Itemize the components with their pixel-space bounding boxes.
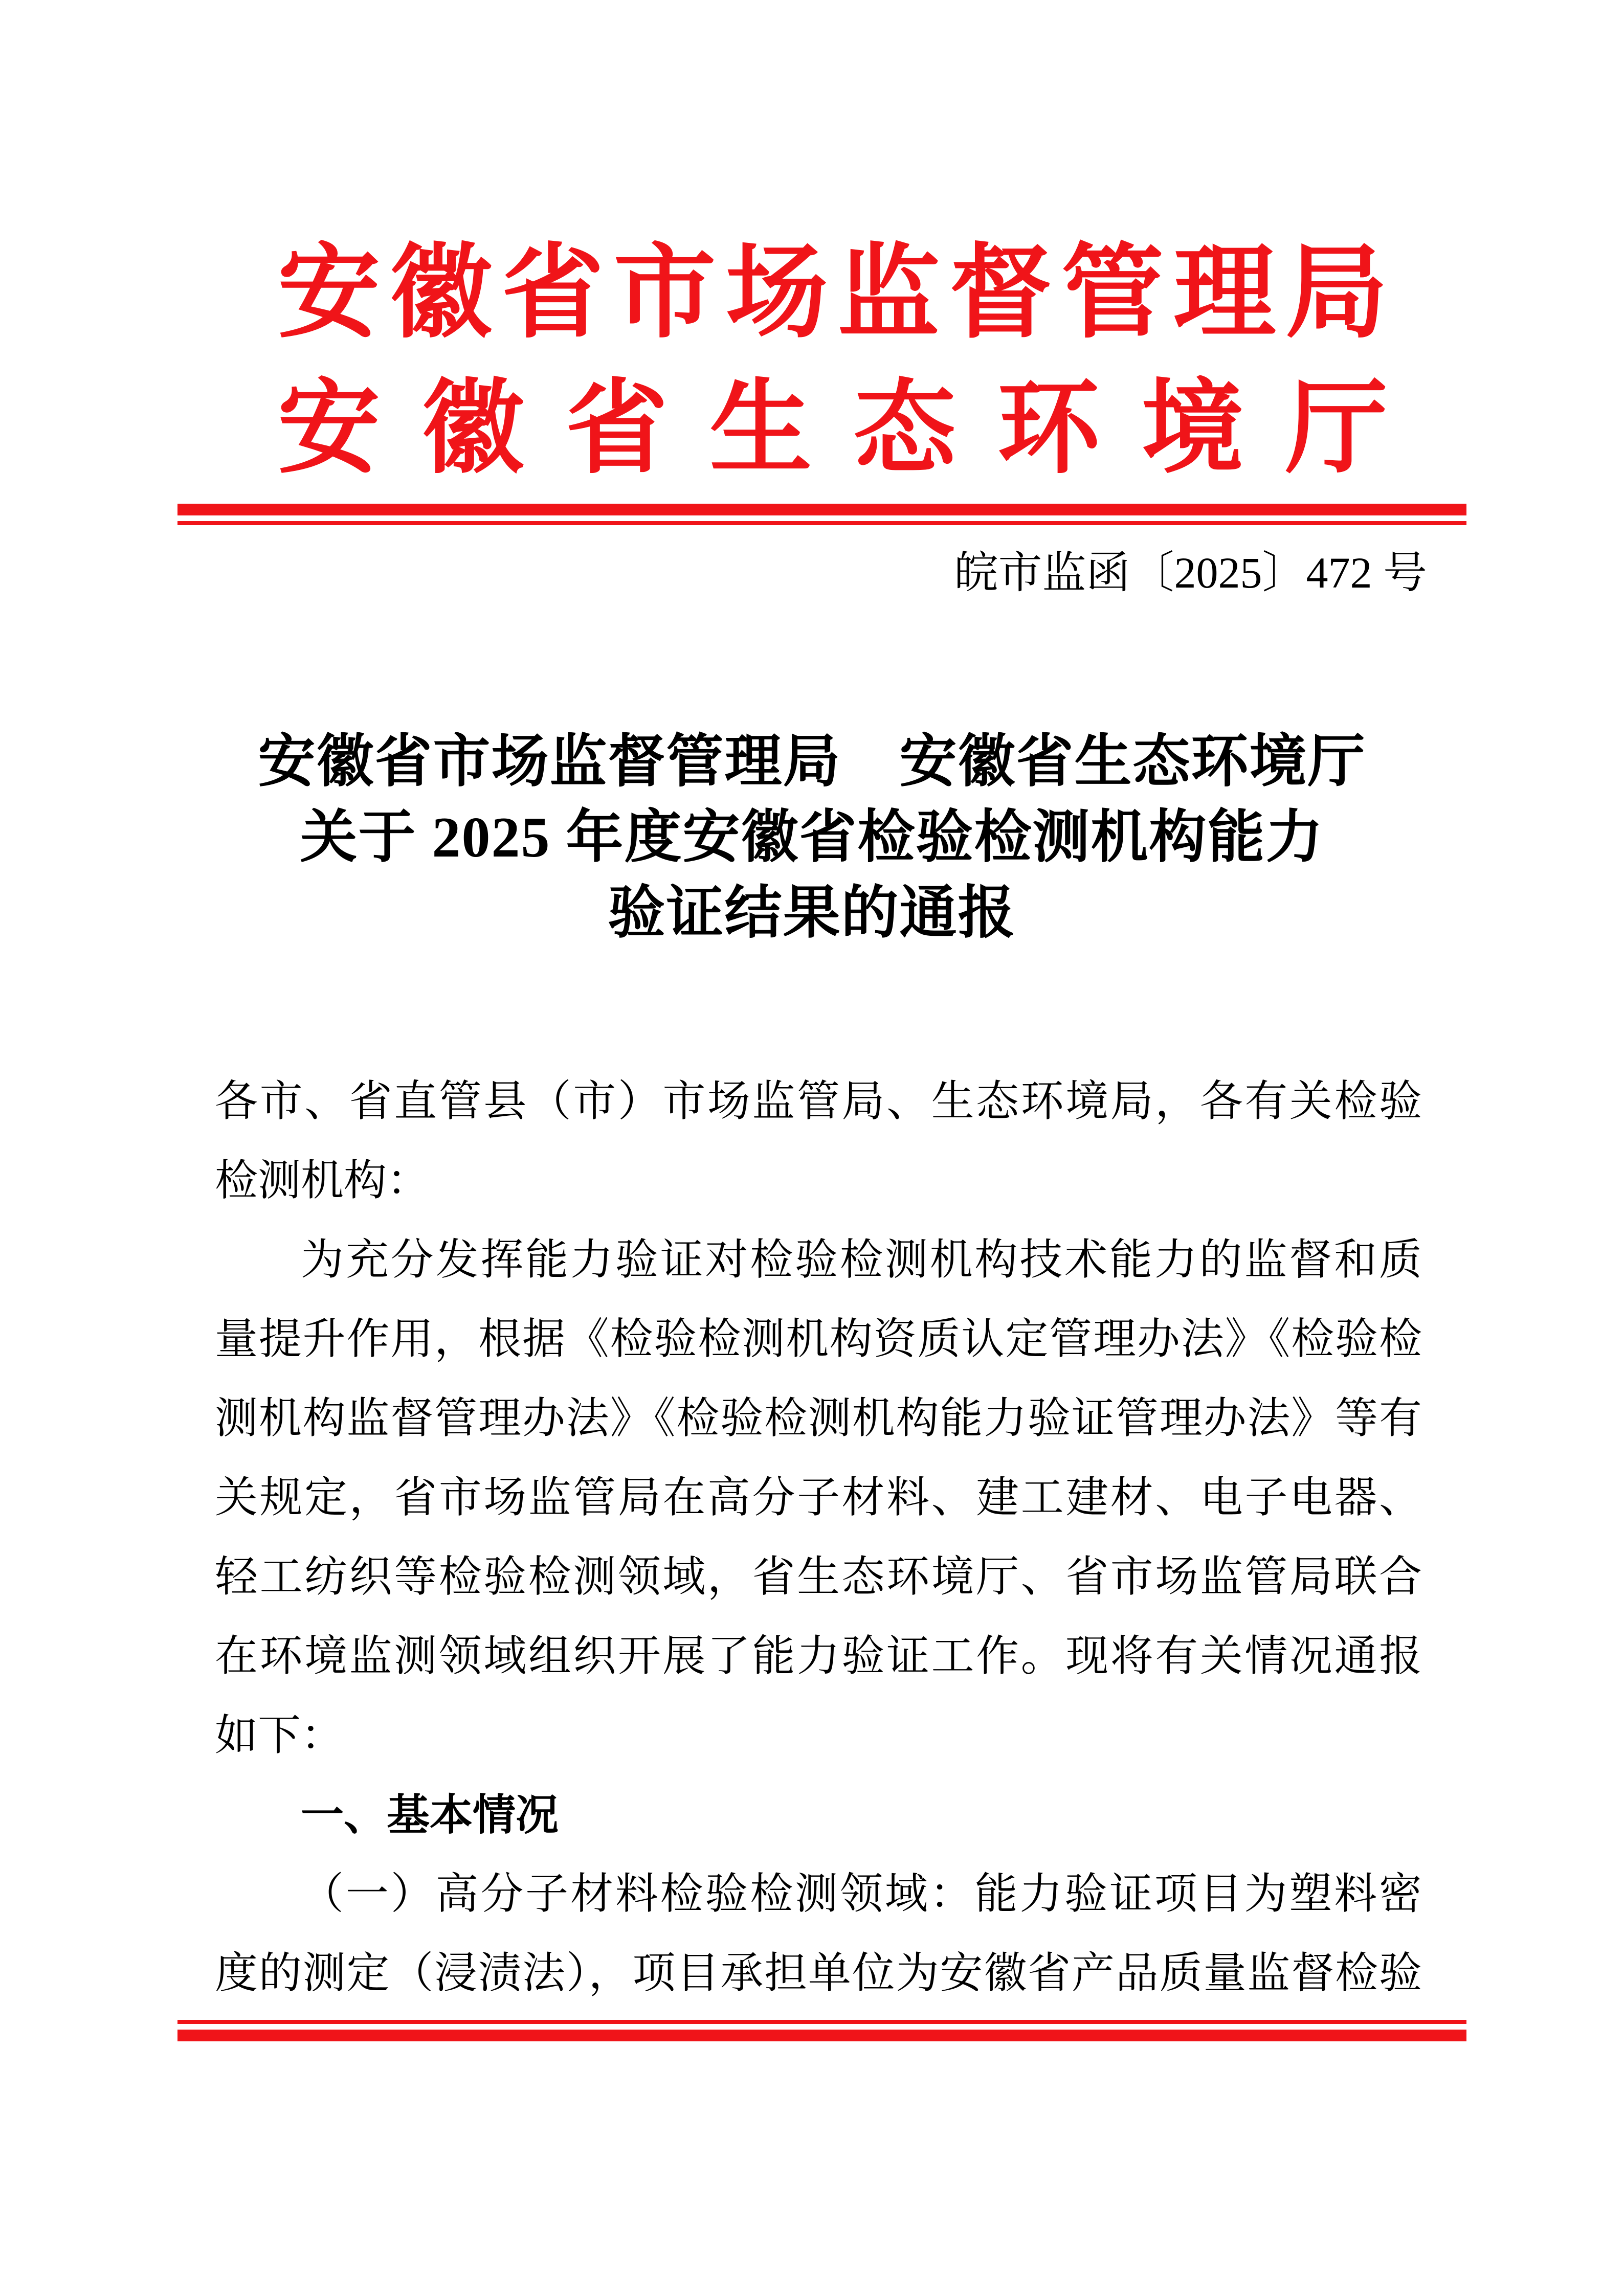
- footer-rule-thick-line: [177, 2030, 1466, 2041]
- header-rule-thick-line: [177, 504, 1466, 515]
- header-rule-thin-line: [177, 521, 1466, 525]
- title-line-1: 安徽省市场监督管理局 安徽省生态环境厅: [258, 730, 1366, 794]
- footer-rule-thin-line: [177, 2020, 1466, 2024]
- footer-double-rule: [177, 2020, 1466, 2041]
- document-reference-number: 皖市监函〔2025〕472 号: [954, 548, 1427, 597]
- footer-rule-gap: [177, 2024, 1466, 2030]
- body-line-paragraph: 为充分发挥能力验证对检验检测机构技术能力的监督和质: [301, 1236, 1422, 1284]
- title-line-2: 关于 2025 年度安徽省检验检测机构能力: [300, 806, 1324, 869]
- title-line-3: 验证结果的通报: [608, 882, 1016, 945]
- document-body: [215, 1062, 1422, 2013]
- org-name-line-1: 安徽省市场监督管理局: [278, 237, 1388, 350]
- body-line-paragraph: 关规定，省市场监管局在高分子材料、建工建材、电子电器、: [215, 1474, 1422, 1522]
- body-line-salutation-2: 检测机构：: [215, 1157, 430, 1205]
- body-line-paragraph: 轻工纺织等检验检测领域，省生态环境厅、省市场监管局联合: [215, 1554, 1422, 1601]
- body-line-paragraph: 测机构监督管理办法》《检验检测机构能力验证管理办法》等有: [215, 1395, 1422, 1443]
- document-title: [0, 724, 1624, 951]
- org-name-line-2: 安徽省生态环境厅: [278, 373, 1388, 486]
- body-line-paragraph: 度的测定（浸渍法），项目承担单位为安徽省产品质量监督检验: [215, 1950, 1422, 1997]
- body-line-paragraph: 在环境监测领域组织开展了能力验证工作。现将有关情况通报: [215, 1633, 1422, 1680]
- section-heading-basic-situation: 一、基本情况: [301, 1791, 559, 1839]
- body-line-paragraph: 如下：: [215, 1712, 344, 1760]
- red-letterhead: [278, 226, 1388, 497]
- header-double-rule: [177, 504, 1466, 525]
- body-line-paragraph: （一）高分子材料检验检测领域：能力验证项目为塑料密: [301, 1871, 1422, 1918]
- body-line-salutation-1: 各市、省直管县（市）市场监管局、生态环境局，各有关检验: [215, 1078, 1422, 1126]
- header-rule-gap: [177, 515, 1466, 521]
- body-line-paragraph: 量提升作用，根据《检验检测机构资质认定管理办法》《检验检: [215, 1316, 1422, 1363]
